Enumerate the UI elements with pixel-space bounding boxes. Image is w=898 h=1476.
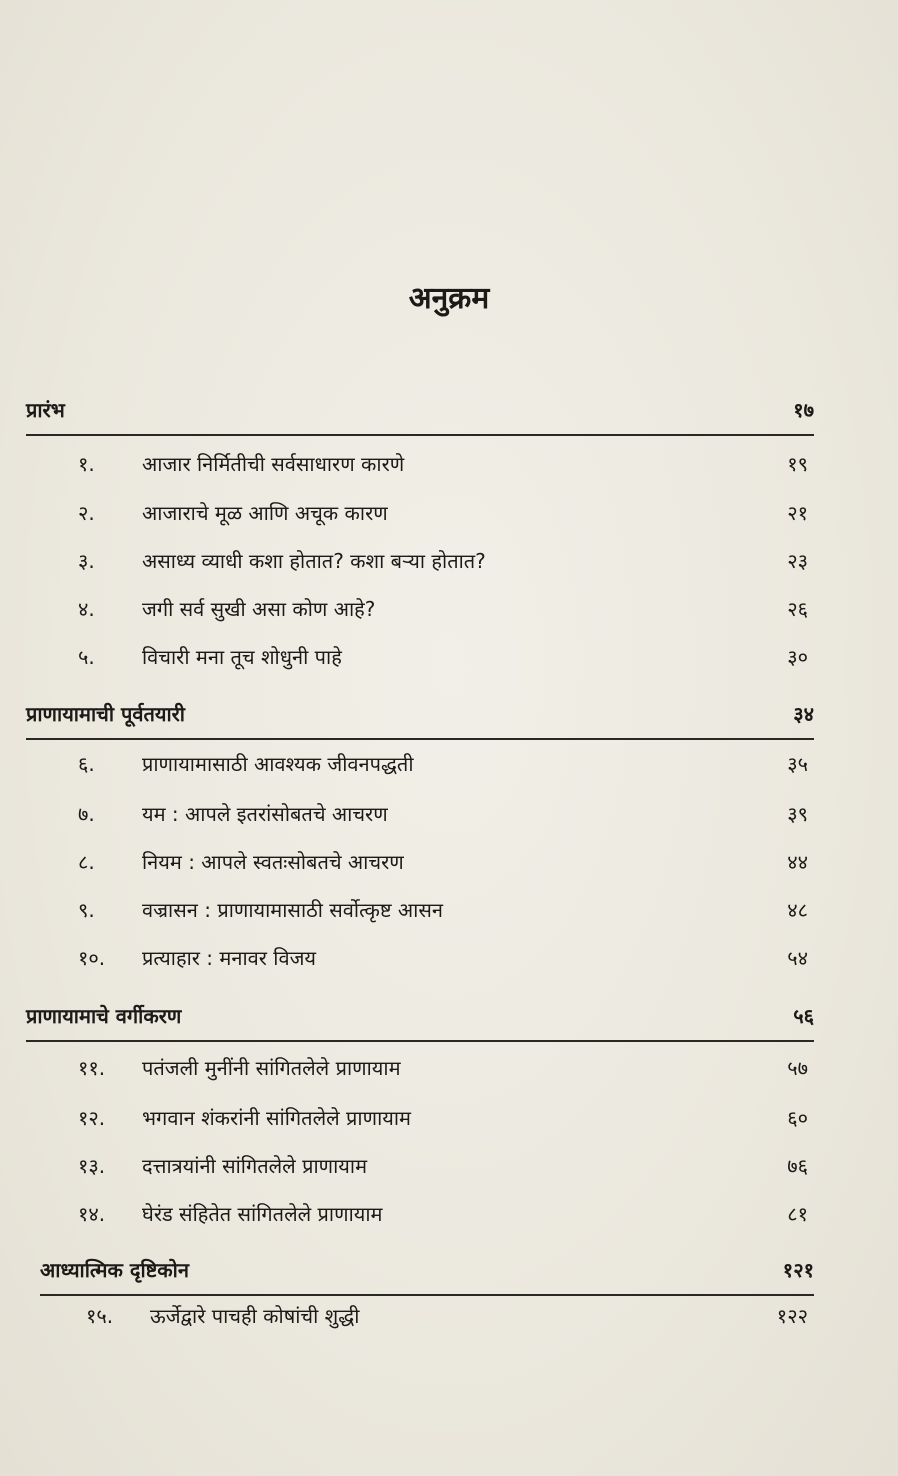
chapter-number: १.	[78, 452, 95, 476]
chapter-title: वज्रासन : प्राणायामासाठी सर्वोत्कृष्ट आसन	[142, 898, 443, 922]
section-page-number: १७	[793, 398, 814, 422]
chapter-number: ७.	[78, 802, 95, 826]
section-title: प्राणायामाचे वर्गीकरण	[26, 1004, 182, 1028]
chapter-title: असाध्य व्याधी कशा होतात? कशा बऱ्या होतात?	[142, 549, 486, 573]
section-divider	[40, 1294, 814, 1296]
section-heading	[26, 396, 814, 428]
chapter-number: १२.	[78, 1106, 106, 1130]
chapter-page-number: ३९	[787, 802, 808, 826]
list-item	[78, 450, 808, 480]
section-heading	[26, 700, 814, 732]
section-divider	[26, 434, 814, 436]
section-divider	[26, 1040, 814, 1042]
list-item	[78, 1152, 808, 1182]
list-item	[78, 1200, 808, 1230]
chapter-title: दत्तात्रयांनी सांगितलेले प्राणायाम	[142, 1154, 368, 1178]
chapter-number: ५.	[78, 645, 95, 669]
chapter-number: १४.	[78, 1202, 106, 1226]
page-title: अनुक्रम	[408, 281, 490, 316]
list-item	[78, 896, 808, 926]
chapter-page-number: ४४	[787, 850, 808, 874]
section-title: आध्यात्मिक दृष्टिकोन	[40, 1258, 189, 1282]
chapter-title: घेरंड संहितेत सांगितलेले प्राणायाम	[142, 1202, 383, 1226]
chapter-page-number: ५७	[787, 1056, 808, 1080]
list-item	[78, 595, 808, 625]
chapter-number: १०.	[78, 946, 106, 970]
chapter-title: नियम : आपले स्वतःसोबतचे आचरण	[142, 850, 404, 874]
section-heading	[26, 1002, 814, 1034]
chapter-page-number: ६०	[787, 1106, 808, 1130]
list-item	[78, 499, 808, 529]
chapter-number: ६.	[78, 752, 95, 776]
list-item	[78, 1104, 808, 1134]
section-divider	[26, 738, 814, 740]
chapter-page-number: ३५	[787, 752, 808, 776]
chapter-number: ४.	[78, 597, 95, 621]
chapter-title: भगवान शंकरांनी सांगितलेले प्राणायाम	[142, 1106, 411, 1130]
section-title: प्रारंभ	[26, 398, 65, 422]
chapter-number: २.	[78, 501, 95, 525]
chapter-page-number: ७६	[787, 1154, 808, 1178]
chapter-title: पतंजली मुनींनी सांगितलेले प्राणायाम	[142, 1056, 401, 1080]
chapter-page-number: ३०	[787, 645, 808, 669]
chapter-title: प्राणायामासाठी आवश्यक जीवनपद्धती	[142, 752, 414, 776]
chapter-page-number: ४८	[787, 898, 808, 922]
section-title: प्राणायामाची पूर्वतयारी	[26, 702, 185, 726]
chapter-page-number: ८१	[787, 1202, 808, 1226]
list-item	[86, 1302, 808, 1332]
list-item	[78, 944, 808, 974]
list-item	[78, 750, 808, 780]
list-item	[78, 848, 808, 878]
list-item	[78, 800, 808, 830]
chapter-page-number: २६	[787, 597, 808, 621]
chapter-page-number: २३	[787, 549, 808, 573]
chapter-title: ऊर्जेद्वारे पाचही कोषांची शुद्धी	[150, 1304, 360, 1328]
chapter-number: १५.	[86, 1304, 114, 1328]
section-heading	[40, 1256, 814, 1288]
chapter-page-number: ५४	[787, 946, 808, 970]
list-item	[78, 1054, 808, 1084]
section-page-number: १२१	[782, 1258, 814, 1282]
chapter-title: जगी सर्व सुखी असा कोण आहे?	[142, 597, 376, 621]
section-page-number: ५६	[793, 1004, 814, 1028]
chapter-number: ८.	[78, 850, 95, 874]
chapter-title: यम : आपले इतरांसोबतचे आचरण	[142, 802, 388, 826]
chapter-number: १३.	[78, 1154, 106, 1178]
section-page-number: ३४	[793, 702, 814, 726]
chapter-page-number: १२२	[776, 1304, 808, 1328]
chapter-page-number: २१	[787, 501, 808, 525]
chapter-page-number: १९	[787, 452, 808, 476]
list-item	[78, 643, 808, 673]
list-item	[78, 547, 808, 577]
chapter-title: प्रत्याहार : मनावर विजय	[142, 946, 317, 970]
chapter-title: आजार निर्मितीची सर्वसाधारण कारणे	[142, 452, 405, 476]
chapter-number: ११.	[78, 1056, 106, 1080]
chapter-number: ३.	[78, 549, 95, 573]
chapter-title: आजाराचे मूळ आणि अचूक कारण	[142, 501, 388, 525]
chapter-number: ९.	[78, 898, 95, 922]
chapter-title: विचारी मना तूच शोधुनी पाहे	[142, 645, 342, 669]
